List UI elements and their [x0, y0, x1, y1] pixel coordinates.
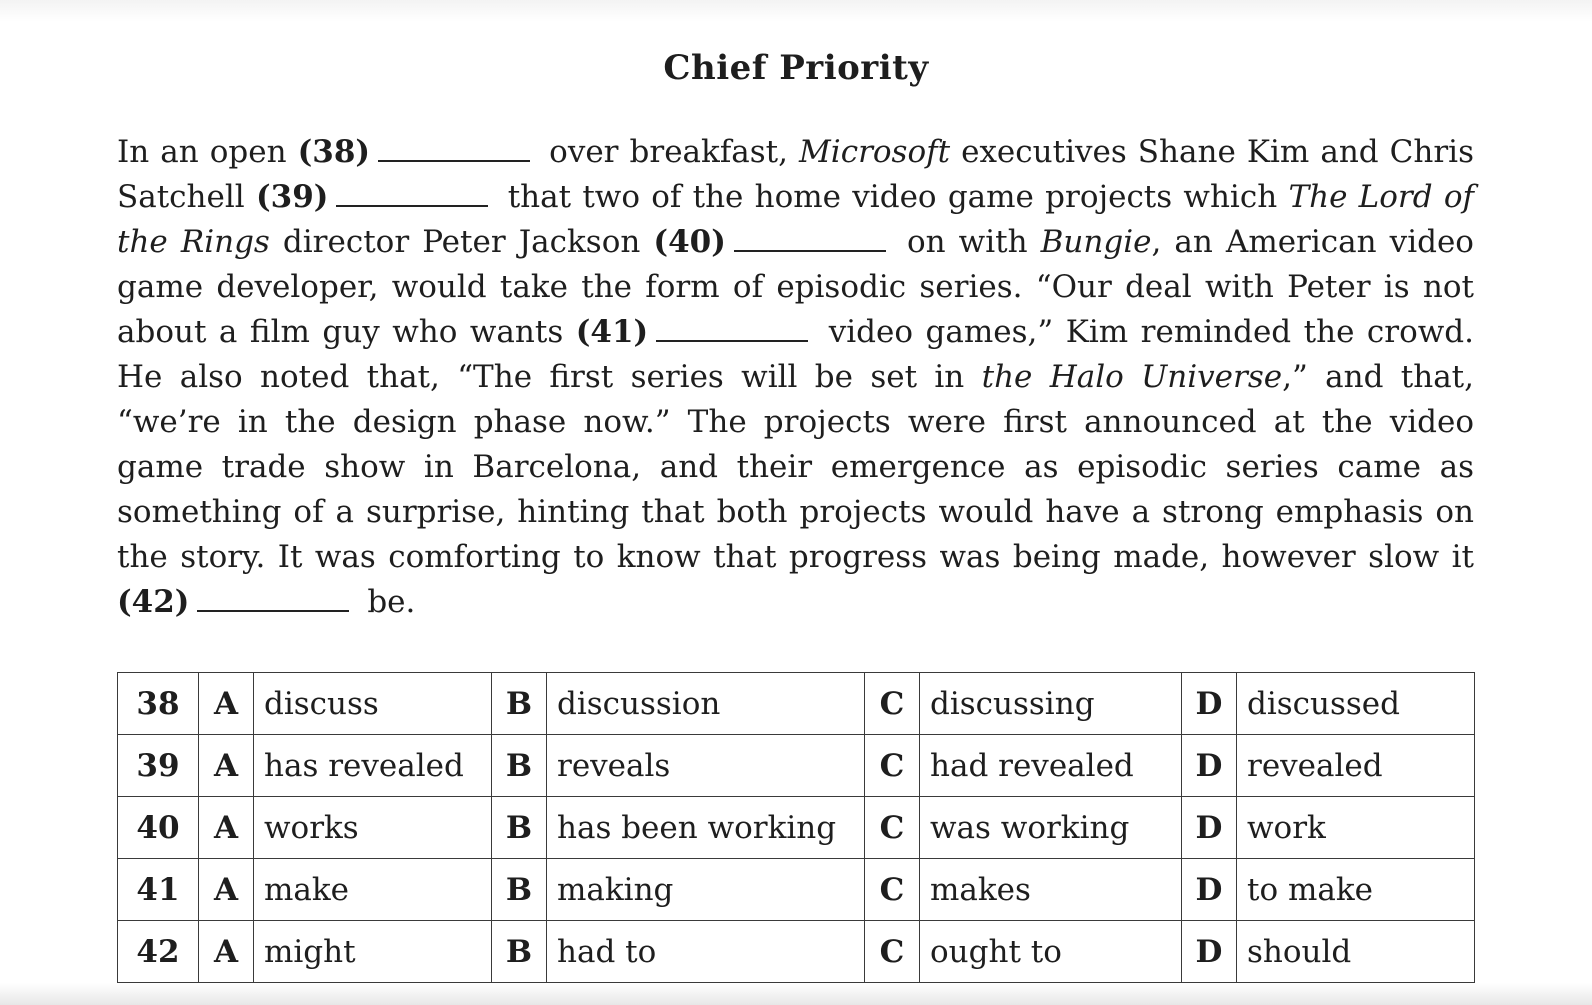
option-b[interactable]: making: [547, 859, 865, 921]
option-letter-b: B: [492, 921, 547, 983]
option-c[interactable]: ought to: [920, 921, 1182, 983]
option-b[interactable]: reveals: [547, 735, 865, 797]
page-bottom-shadow: [0, 983, 1592, 1005]
options-row-38: [118, 673, 1475, 735]
option-letter-d: D: [1182, 859, 1237, 921]
gap-number-40: (40): [653, 224, 726, 260]
passage-text: that two of the home video game projects which: [496, 179, 1289, 215]
question-number: 41: [118, 859, 199, 921]
passage-text: ,” and that, “we’re in the design phase now.” The projects were first announced at the video game trade show in Barcelona, and their emergence as episodic series came as something of a surprise, hinting that both projects would have a strong emphasis on the story. It was comforting to know that progress was being made, however slow it: [117, 359, 1474, 575]
passage-text: In an open: [117, 134, 298, 170]
option-letter-b: B: [492, 673, 547, 735]
question-number: 38: [118, 673, 199, 735]
option-letter-a: A: [199, 797, 254, 859]
gap-42-blank: [197, 588, 349, 612]
option-letter-d: D: [1182, 921, 1237, 983]
gap-40-blank: [734, 228, 886, 252]
answer-options-table: [117, 672, 1475, 983]
option-c[interactable]: discussing: [920, 673, 1182, 735]
option-letter-b: B: [492, 735, 547, 797]
gap-39-blank: [336, 183, 488, 207]
option-letter-b: B: [492, 797, 547, 859]
italic-microsoft: Microsoft: [799, 134, 951, 170]
gap-number-41: (41): [575, 314, 649, 350]
page-title: Chief Priority: [663, 48, 929, 88]
cloze-passage: [117, 130, 1474, 625]
passage-text: over breakfast,: [538, 134, 800, 170]
option-letter-c: C: [865, 921, 920, 983]
option-d[interactable]: revealed: [1237, 735, 1475, 797]
option-a[interactable]: has revealed: [254, 735, 492, 797]
option-a[interactable]: make: [254, 859, 492, 921]
italic-halo-universe: the Halo Universe: [981, 359, 1283, 395]
option-d[interactable]: discussed: [1237, 673, 1475, 735]
options-row-39: [118, 735, 1475, 797]
passage-text: video games,” Kim reminded the crowd. He also noted that, “The first series will be set in: [117, 314, 1475, 395]
option-d[interactable]: to make: [1237, 859, 1475, 921]
option-letter-d: D: [1182, 797, 1237, 859]
gap-38-blank: [378, 138, 530, 162]
option-d[interactable]: work: [1237, 797, 1475, 859]
option-c[interactable]: makes: [920, 859, 1182, 921]
question-number: 40: [118, 797, 199, 859]
option-letter-c: C: [865, 673, 920, 735]
option-letter-a: A: [199, 735, 254, 797]
option-letter-c: C: [865, 735, 920, 797]
gap-number-42: (42): [117, 584, 190, 620]
option-letter-a: A: [199, 859, 254, 921]
option-c[interactable]: had revealed: [920, 735, 1182, 797]
option-letter-a: A: [199, 921, 254, 983]
passage-text: be.: [357, 584, 416, 620]
gap-41-blank: [656, 318, 808, 342]
option-letter-b: B: [492, 859, 547, 921]
option-b[interactable]: has been working: [547, 797, 865, 859]
option-c[interactable]: was working: [920, 797, 1182, 859]
gap-number-39: (39): [255, 179, 329, 215]
page-top-shadow: [0, 0, 1592, 22]
options-row-42: [118, 921, 1475, 983]
options-row-40: [118, 797, 1475, 859]
option-b[interactable]: had to: [547, 921, 865, 983]
options-row-41: [118, 859, 1475, 921]
gap-number-38: (38): [297, 134, 371, 170]
italic-bungie: Bungie: [1040, 224, 1152, 260]
option-d[interactable]: should: [1237, 921, 1475, 983]
option-letter-c: C: [865, 797, 920, 859]
passage-text: executives Shane Kim and Chris Satchell: [117, 134, 1475, 215]
option-letter-d: D: [1182, 735, 1237, 797]
option-b[interactable]: discussion: [547, 673, 865, 735]
italic-lord-of-the-rings: The Lord of the Rings: [117, 179, 1474, 260]
question-number: 42: [118, 921, 199, 983]
passage-text: , an American video game developer, would take the form of episodic series. “Our deal with Peter is not about a film guy who wants: [117, 224, 1474, 350]
passage-text: on with: [893, 224, 1041, 260]
option-letter-c: C: [865, 859, 920, 921]
option-letter-a: A: [199, 673, 254, 735]
option-a[interactable]: discuss: [254, 673, 492, 735]
option-a[interactable]: might: [254, 921, 492, 983]
passage-text: director Peter Jackson: [269, 224, 654, 260]
option-letter-d: D: [1182, 673, 1237, 735]
question-number: 39: [118, 735, 199, 797]
option-a[interactable]: works: [254, 797, 492, 859]
